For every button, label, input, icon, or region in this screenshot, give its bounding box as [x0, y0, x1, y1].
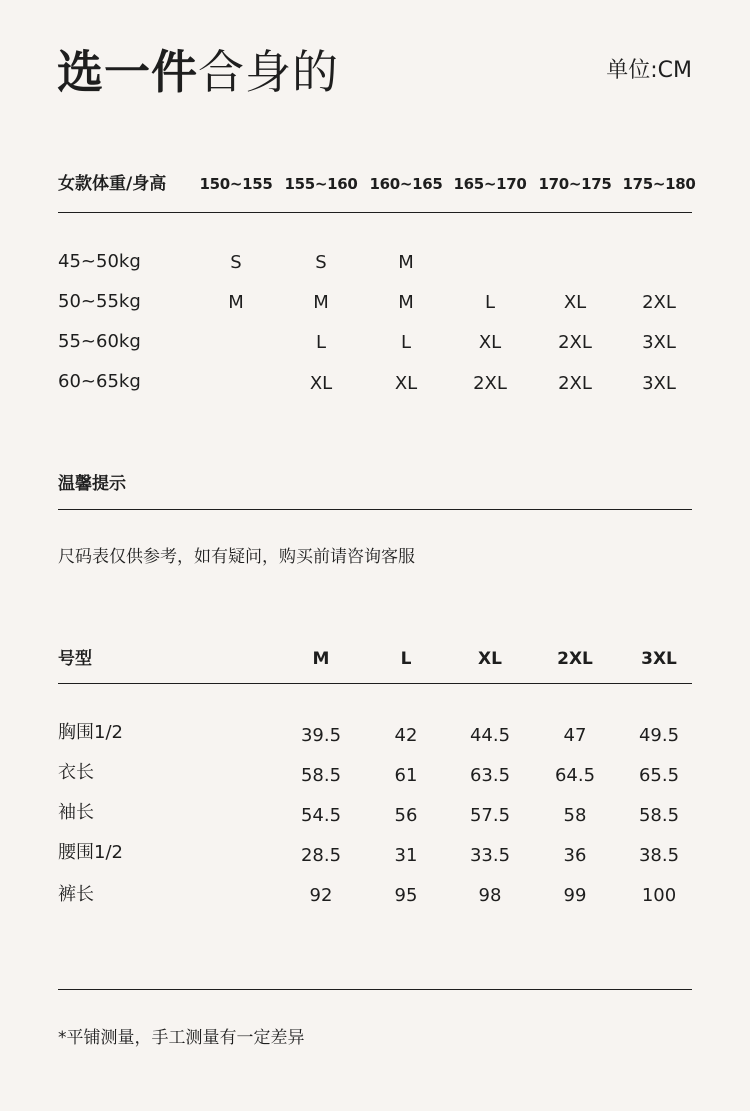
size-cell: 2XL [473, 373, 507, 394]
size-cell: XL [563, 292, 587, 313]
measurement-value: 57.5 [469, 805, 511, 826]
weight-label: 55~60kg [58, 331, 141, 352]
measurement-value: 33.5 [469, 845, 511, 866]
size-cell: L [315, 332, 327, 353]
size-cell: 2XL [558, 332, 592, 353]
measurement-value: 39.5 [300, 725, 342, 746]
measurement-label: 裤长 [58, 884, 94, 905]
size-guide-corner-label: 女款体重/身高 [58, 174, 167, 194]
size-header: L [400, 649, 412, 669]
height-header: 165~170 [453, 175, 527, 193]
measurement-value: 58.5 [300, 765, 342, 786]
measurement-value: 98 [478, 885, 502, 906]
measurement-value: 65.5 [638, 765, 680, 786]
size-header: 3XL [641, 649, 677, 669]
height-header: 175~180 [622, 175, 696, 193]
footer-divider [58, 989, 692, 990]
measurement-label: 袖长 [58, 802, 94, 823]
measurement-value: 63.5 [469, 765, 511, 786]
measurement-label: 衣长 [58, 762, 94, 783]
page-title [57, 40, 339, 104]
footnote: *平铺测量，手工测量有一定差异 [58, 1028, 305, 1048]
measurement-value: 28.5 [300, 845, 342, 866]
measurement-value: 64.5 [554, 765, 596, 786]
size-cell: XL [394, 373, 418, 394]
size-header: M [312, 649, 330, 669]
title-bold: 选一件 [57, 45, 198, 99]
size-cell: M [398, 252, 414, 273]
unit-label: 单位:CM [606, 58, 692, 83]
measurement-corner-label: 号型 [58, 649, 92, 669]
measurement-label: 腰围1/2 [58, 842, 123, 863]
measurement-value: 44.5 [469, 725, 511, 746]
height-header: 160~165 [369, 175, 443, 193]
size-header: XL [478, 649, 502, 669]
measurement-value: 100 [641, 885, 677, 906]
weight-label: 60~65kg [58, 371, 141, 392]
measurement-label: 胸围1/2 [58, 722, 123, 743]
weight-label: 50~55kg [58, 291, 141, 312]
size-cell: M [313, 292, 329, 313]
size-cell: 2XL [642, 292, 676, 313]
measurement-value: 36 [563, 845, 587, 866]
size-cell: 3XL [642, 373, 676, 394]
measurement-value: 58 [563, 805, 587, 826]
measurement-value: 61 [394, 765, 418, 786]
measurement-value: 49.5 [638, 725, 680, 746]
tips-text: 尺码表仅供参考，如有疑问，购买前请咨询客服 [58, 547, 415, 567]
measurement-value: 56 [394, 805, 418, 826]
tips-divider [58, 509, 692, 510]
title-light: 合身的 [198, 45, 339, 99]
size-cell: M [398, 292, 414, 313]
measurement-value: 31 [394, 845, 418, 866]
height-header: 170~175 [538, 175, 612, 193]
weight-label: 45~50kg [58, 251, 141, 272]
measurement-value: 99 [563, 885, 587, 906]
size-cell: M [228, 292, 244, 313]
size-cell: 2XL [558, 373, 592, 394]
size-header: 2XL [557, 649, 593, 669]
measurement-value: 38.5 [638, 845, 680, 866]
size-cell: 3XL [642, 332, 676, 353]
measurement-divider [58, 683, 692, 684]
size-cell: XL [309, 373, 333, 394]
tips-heading: 温馨提示 [58, 474, 126, 494]
measurement-value: 58.5 [638, 805, 680, 826]
size-cell: S [315, 252, 327, 273]
size-cell: S [230, 252, 242, 273]
measurement-value: 92 [309, 885, 333, 906]
measurement-value: 95 [394, 885, 418, 906]
size-cell: XL [478, 332, 502, 353]
height-header: 150~155 [199, 175, 273, 193]
measurement-value: 47 [563, 725, 587, 746]
measurement-value: 42 [394, 725, 418, 746]
size-cell: L [400, 332, 412, 353]
size-cell: L [484, 292, 496, 313]
size-guide-divider [58, 212, 692, 213]
measurement-value: 54.5 [300, 805, 342, 826]
height-header: 155~160 [284, 175, 358, 193]
